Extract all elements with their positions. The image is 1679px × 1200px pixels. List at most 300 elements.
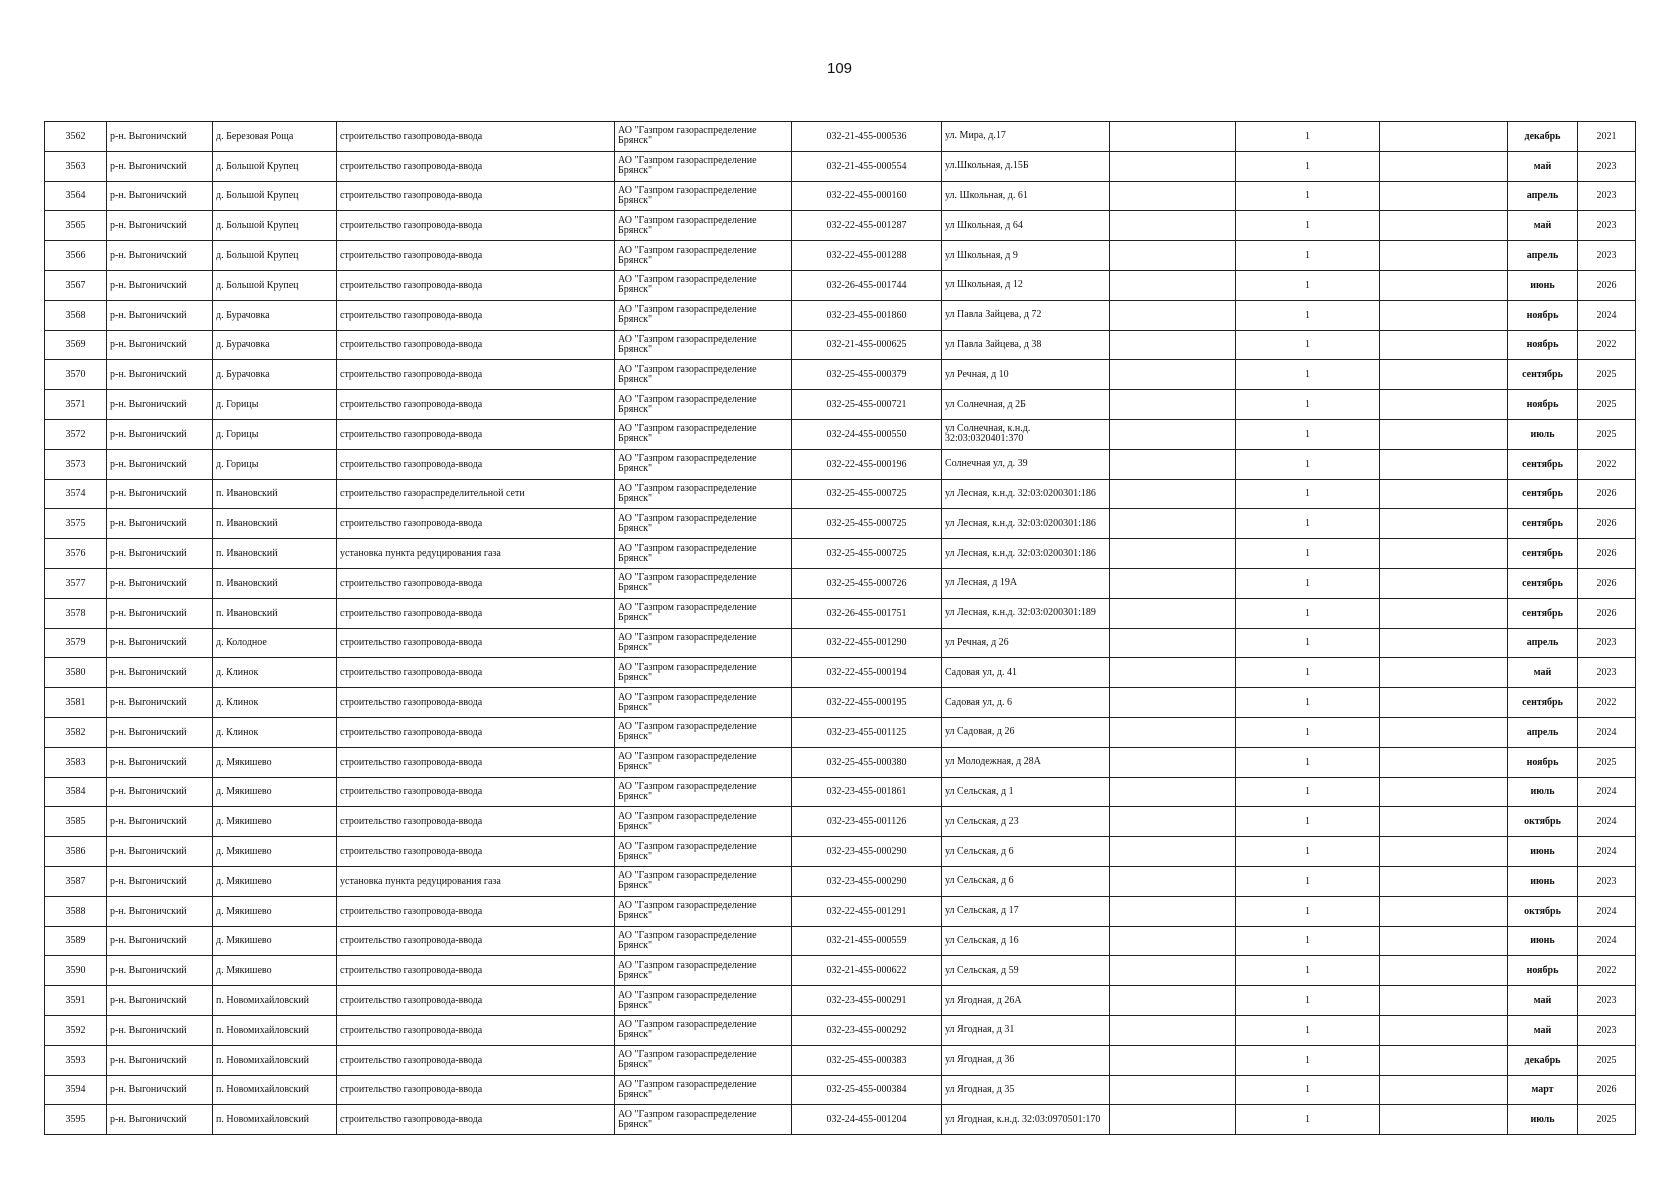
year: 2025 (1578, 747, 1636, 777)
district: р-н. Выгоничский (107, 122, 213, 152)
year: 2026 (1578, 270, 1636, 300)
work-type: строительство газопровода-ввода (337, 956, 615, 986)
address: ул Садовая, д 26 (942, 717, 1110, 747)
row-number: 3587 (45, 866, 107, 896)
settlement: д. Березовая Роща (213, 122, 337, 152)
address: ул Ягодная, д 31 (942, 1015, 1110, 1045)
address: ул Ягодная, д 26А (942, 986, 1110, 1016)
application-number: 032-21-455-000554 (792, 151, 942, 181)
district: р-н. Выгоничский (107, 211, 213, 241)
settlement: д. Большой Крупец (213, 211, 337, 241)
settlement: д. Горицы (213, 390, 337, 420)
quantity: 1 (1236, 241, 1380, 271)
quantity: 1 (1236, 688, 1380, 718)
table-row (45, 747, 1636, 777)
empty-cell (1380, 986, 1508, 1016)
quantity: 1 (1236, 717, 1380, 747)
row-number: 3585 (45, 807, 107, 837)
empty-cell (1380, 896, 1508, 926)
table-row (45, 688, 1636, 718)
organization: АО "Газпром газораспределение Брянск" (615, 986, 792, 1016)
table-row (45, 241, 1636, 271)
address: ул Солнечная, д 2Б (942, 390, 1110, 420)
district: р-н. Выгоничский (107, 747, 213, 777)
quantity: 1 (1236, 658, 1380, 688)
district: р-н. Выгоничский (107, 270, 213, 300)
address: ул Молодежная, д 28А (942, 747, 1110, 777)
table-row (45, 837, 1636, 867)
empty-cell (1380, 956, 1508, 986)
work-type: строительство газопровода-ввода (337, 568, 615, 598)
year: 2025 (1578, 1045, 1636, 1075)
organization: АО "Газпром газораспределение Брянск" (615, 896, 792, 926)
organization: АО "Газпром газораспределение Брянск" (615, 449, 792, 479)
quantity: 1 (1236, 568, 1380, 598)
empty-cell (1380, 509, 1508, 539)
district: р-н. Выгоничский (107, 151, 213, 181)
settlement: д. Бурачовка (213, 300, 337, 330)
row-number: 3576 (45, 539, 107, 569)
work-type: строительство газопровода-ввода (337, 270, 615, 300)
quantity: 1 (1236, 509, 1380, 539)
application-number: 032-21-455-000625 (792, 330, 942, 360)
empty-cell (1380, 1045, 1508, 1075)
empty-cell (1110, 837, 1236, 867)
work-type: строительство газопровода-ввода (337, 1075, 615, 1105)
table-row (45, 658, 1636, 688)
empty-cell (1110, 598, 1236, 628)
quantity: 1 (1236, 479, 1380, 509)
empty-cell (1110, 658, 1236, 688)
work-type: строительство газопровода-ввода (337, 211, 615, 241)
district: р-н. Выгоничский (107, 926, 213, 956)
year: 2022 (1578, 330, 1636, 360)
district: р-н. Выгоничский (107, 1105, 213, 1135)
empty-cell (1110, 509, 1236, 539)
empty-cell (1380, 658, 1508, 688)
row-number: 3574 (45, 479, 107, 509)
organization: АО "Газпром газораспределение Брянск" (615, 270, 792, 300)
empty-cell (1110, 866, 1236, 896)
row-number: 3579 (45, 628, 107, 658)
application-number: 032-22-455-000195 (792, 688, 942, 718)
table-row (45, 807, 1636, 837)
quantity: 1 (1236, 628, 1380, 658)
application-number: 032-26-455-001751 (792, 598, 942, 628)
empty-cell (1110, 449, 1236, 479)
application-number: 032-26-455-001744 (792, 270, 942, 300)
settlement: д. Большой Крупец (213, 270, 337, 300)
address: ул Сельская, д 59 (942, 956, 1110, 986)
work-type: строительство газопровода-ввода (337, 896, 615, 926)
empty-cell (1110, 1015, 1236, 1045)
district: р-н. Выгоничский (107, 807, 213, 837)
address: ул Сельская, д 6 (942, 837, 1110, 867)
district: р-н. Выгоничский (107, 449, 213, 479)
quantity: 1 (1236, 419, 1380, 449)
empty-cell (1110, 300, 1236, 330)
month: ноябрь (1508, 300, 1578, 330)
work-type: строительство газопровода-ввода (337, 986, 615, 1016)
district: р-н. Выгоничский (107, 330, 213, 360)
year: 2023 (1578, 181, 1636, 211)
district: р-н. Выгоничский (107, 628, 213, 658)
quantity: 1 (1236, 360, 1380, 390)
settlement: п. Новомихайловский (213, 1015, 337, 1045)
district: р-н. Выгоничский (107, 509, 213, 539)
row-number: 3575 (45, 509, 107, 539)
row-number: 3578 (45, 598, 107, 628)
quantity: 1 (1236, 807, 1380, 837)
address: ул Речная, д 10 (942, 360, 1110, 390)
empty-cell (1380, 598, 1508, 628)
row-number: 3577 (45, 568, 107, 598)
district: р-н. Выгоничский (107, 300, 213, 330)
application-number: 032-22-455-001287 (792, 211, 942, 241)
year: 2026 (1578, 509, 1636, 539)
row-number: 3582 (45, 717, 107, 747)
empty-cell (1380, 181, 1508, 211)
application-number: 032-23-455-000291 (792, 986, 942, 1016)
application-number: 032-23-455-001860 (792, 300, 942, 330)
address: ул Лесная, к.н.д. 32:03:0200301:189 (942, 598, 1110, 628)
empty-cell (1110, 1045, 1236, 1075)
month: апрель (1508, 181, 1578, 211)
empty-cell (1380, 241, 1508, 271)
quantity: 1 (1236, 151, 1380, 181)
row-number: 3590 (45, 956, 107, 986)
organization: АО "Газпром газораспределение Брянск" (615, 300, 792, 330)
application-number: 032-23-455-001125 (792, 717, 942, 747)
application-number: 032-23-455-000290 (792, 837, 942, 867)
address: ул Ягодная, к.н.д. 32:03:0970501:170 (942, 1105, 1110, 1135)
district: р-н. Выгоничский (107, 598, 213, 628)
table-row (45, 539, 1636, 569)
page-number: 109 (826, 60, 853, 77)
work-type: строительство газопровода-ввода (337, 598, 615, 628)
address: ул Сельская, д 16 (942, 926, 1110, 956)
row-number: 3581 (45, 688, 107, 718)
row-number: 3591 (45, 986, 107, 1016)
year: 2023 (1578, 211, 1636, 241)
table-row (45, 986, 1636, 1016)
settlement: д. Большой Крупец (213, 151, 337, 181)
year: 2021 (1578, 122, 1636, 152)
settlement: д. Мякишево (213, 896, 337, 926)
organization: АО "Газпром газораспределение Брянск" (615, 390, 792, 420)
empty-cell (1380, 151, 1508, 181)
address: ул Ягодная, д 35 (942, 1075, 1110, 1105)
month: май (1508, 151, 1578, 181)
address: ул Речная, д 26 (942, 628, 1110, 658)
month: ноябрь (1508, 390, 1578, 420)
year: 2026 (1578, 479, 1636, 509)
application-number: 032-22-455-001290 (792, 628, 942, 658)
organization: АО "Газпром газораспределение Брянск" (615, 509, 792, 539)
application-number: 032-23-455-001126 (792, 807, 942, 837)
organization: АО "Газпром газораспределение Брянск" (615, 628, 792, 658)
quantity: 1 (1236, 539, 1380, 569)
row-number: 3593 (45, 1045, 107, 1075)
empty-cell (1380, 479, 1508, 509)
settlement: д. Горицы (213, 449, 337, 479)
address: ул Павла Зайцева, д 72 (942, 300, 1110, 330)
year: 2025 (1578, 419, 1636, 449)
empty-cell (1380, 568, 1508, 598)
table-row (45, 509, 1636, 539)
month: декабрь (1508, 122, 1578, 152)
month: сентябрь (1508, 449, 1578, 479)
row-number: 3567 (45, 270, 107, 300)
application-number: 032-25-455-000383 (792, 1045, 942, 1075)
application-number: 032-25-455-000384 (792, 1075, 942, 1105)
year: 2026 (1578, 1075, 1636, 1105)
year: 2023 (1578, 658, 1636, 688)
empty-cell (1380, 688, 1508, 718)
row-number: 3573 (45, 449, 107, 479)
empty-cell (1380, 449, 1508, 479)
row-number: 3592 (45, 1015, 107, 1045)
application-number: 032-23-455-000290 (792, 866, 942, 896)
month: май (1508, 211, 1578, 241)
month: июнь (1508, 866, 1578, 896)
settlement: д. Бурачовка (213, 360, 337, 390)
empty-cell (1380, 866, 1508, 896)
application-number: 032-25-455-000721 (792, 390, 942, 420)
organization: АО "Газпром газораспределение Брянск" (615, 747, 792, 777)
empty-cell (1380, 300, 1508, 330)
row-number: 3571 (45, 390, 107, 420)
row-number: 3565 (45, 211, 107, 241)
application-number: 032-25-455-000725 (792, 539, 942, 569)
settlement: п. Ивановский (213, 568, 337, 598)
work-type: строительство газопровода-ввода (337, 181, 615, 211)
table-row (45, 449, 1636, 479)
settlement: п. Ивановский (213, 598, 337, 628)
year: 2026 (1578, 598, 1636, 628)
organization: АО "Газпром газораспределение Брянск" (615, 241, 792, 271)
year: 2024 (1578, 300, 1636, 330)
district: р-н. Выгоничский (107, 837, 213, 867)
organization: АО "Газпром газораспределение Брянск" (615, 419, 792, 449)
quantity: 1 (1236, 747, 1380, 777)
row-number: 3570 (45, 360, 107, 390)
organization: АО "Газпром газораспределение Брянск" (615, 777, 792, 807)
application-number: 032-21-455-000622 (792, 956, 942, 986)
settlement: д. Мякишево (213, 747, 337, 777)
year: 2023 (1578, 628, 1636, 658)
address: ул Павла Зайцева, д 38 (942, 330, 1110, 360)
table-row (45, 717, 1636, 747)
year: 2023 (1578, 1015, 1636, 1045)
settlement: п. Новомихайловский (213, 1075, 337, 1105)
work-type: строительство газопровода-ввода (337, 300, 615, 330)
quantity: 1 (1236, 598, 1380, 628)
table-row (45, 390, 1636, 420)
table-body (45, 122, 1636, 1135)
application-number: 032-21-455-000559 (792, 926, 942, 956)
district: р-н. Выгоничский (107, 896, 213, 926)
row-number: 3583 (45, 747, 107, 777)
application-number: 032-22-455-000196 (792, 449, 942, 479)
application-number: 032-23-455-001861 (792, 777, 942, 807)
work-type: строительство газопровода-ввода (337, 1105, 615, 1135)
organization: АО "Газпром газораспределение Брянск" (615, 717, 792, 747)
application-number: 032-25-455-000725 (792, 509, 942, 539)
year: 2024 (1578, 807, 1636, 837)
work-type: строительство газопровода-ввода (337, 777, 615, 807)
row-number: 3569 (45, 330, 107, 360)
empty-cell (1110, 568, 1236, 598)
settlement: д. Большой Крупец (213, 181, 337, 211)
row-number: 3586 (45, 837, 107, 867)
settlement: д. Клинок (213, 717, 337, 747)
table-row (45, 1015, 1636, 1045)
empty-cell (1110, 151, 1236, 181)
work-type: строительство газопровода-ввода (337, 449, 615, 479)
empty-cell (1380, 1015, 1508, 1045)
district: р-н. Выгоничский (107, 1015, 213, 1045)
month: май (1508, 658, 1578, 688)
settlement: п. Новомихайловский (213, 1105, 337, 1135)
empty-cell (1110, 926, 1236, 956)
empty-cell (1110, 807, 1236, 837)
empty-cell (1110, 1105, 1236, 1135)
address: ул Сельская, д 6 (942, 866, 1110, 896)
work-type: строительство газопровода-ввода (337, 837, 615, 867)
table-row (45, 181, 1636, 211)
district: р-н. Выгоничский (107, 390, 213, 420)
year: 2024 (1578, 896, 1636, 926)
organization: АО "Газпром газораспределение Брянск" (615, 956, 792, 986)
work-type: строительство газопровода-ввода (337, 717, 615, 747)
table-row (45, 360, 1636, 390)
quantity: 1 (1236, 866, 1380, 896)
work-type: строительство газопровода-ввода (337, 390, 615, 420)
table-row (45, 598, 1636, 628)
month: июнь (1508, 926, 1578, 956)
month: декабрь (1508, 1045, 1578, 1075)
year: 2022 (1578, 688, 1636, 718)
row-number: 3588 (45, 896, 107, 926)
quantity: 1 (1236, 1075, 1380, 1105)
settlement: п. Новомихайловский (213, 986, 337, 1016)
empty-cell (1380, 747, 1508, 777)
empty-cell (1110, 747, 1236, 777)
organization: АО "Газпром газораспределение Брянск" (615, 181, 792, 211)
work-type: строительство газопровода-ввода (337, 419, 615, 449)
settlement: п. Ивановский (213, 509, 337, 539)
quantity: 1 (1236, 1105, 1380, 1135)
empty-cell (1380, 270, 1508, 300)
empty-cell (1380, 211, 1508, 241)
table-row (45, 211, 1636, 241)
organization: АО "Газпром газораспределение Брянск" (615, 598, 792, 628)
quantity: 1 (1236, 122, 1380, 152)
month: июнь (1508, 270, 1578, 300)
district: р-н. Выгоничский (107, 419, 213, 449)
organization: АО "Газпром газораспределение Брянск" (615, 688, 792, 718)
address: ул Сельская, д 17 (942, 896, 1110, 926)
year: 2023 (1578, 866, 1636, 896)
address: Солнечная ул, д. 39 (942, 449, 1110, 479)
empty-cell (1380, 837, 1508, 867)
month: март (1508, 1075, 1578, 1105)
quantity: 1 (1236, 1015, 1380, 1045)
district: р-н. Выгоничский (107, 956, 213, 986)
row-number: 3562 (45, 122, 107, 152)
organization: АО "Газпром газораспределение Брянск" (615, 866, 792, 896)
address: ул Лесная, к.н.д. 32:03:0200301:186 (942, 509, 1110, 539)
empty-cell (1110, 986, 1236, 1016)
organization: АО "Газпром газораспределение Брянск" (615, 360, 792, 390)
address: Садовая ул, д. 41 (942, 658, 1110, 688)
month: сентябрь (1508, 688, 1578, 718)
organization: АО "Газпром газораспределение Брянск" (615, 211, 792, 241)
table-row (45, 1075, 1636, 1105)
empty-cell (1380, 807, 1508, 837)
quantity: 1 (1236, 300, 1380, 330)
row-number: 3563 (45, 151, 107, 181)
work-type: строительство газопровода-ввода (337, 151, 615, 181)
district: р-н. Выгоничский (107, 1045, 213, 1075)
month: май (1508, 986, 1578, 1016)
empty-cell (1110, 896, 1236, 926)
table-row (45, 1045, 1636, 1075)
year: 2025 (1578, 1105, 1636, 1135)
empty-cell (1380, 926, 1508, 956)
address: ул Школьная, д 64 (942, 211, 1110, 241)
month: июль (1508, 419, 1578, 449)
quantity: 1 (1236, 330, 1380, 360)
table-row (45, 122, 1636, 152)
empty-cell (1110, 1075, 1236, 1105)
address: ул Ягодная, д 36 (942, 1045, 1110, 1075)
organization: АО "Газпром газораспределение Брянск" (615, 1105, 792, 1135)
work-type: строительство газопровода-ввода (337, 747, 615, 777)
address: ул. Мира, д.17 (942, 122, 1110, 152)
empty-cell (1380, 122, 1508, 152)
empty-cell (1380, 628, 1508, 658)
address: ул Солнечная, к.н.д. 32:03:0320401:370 (942, 419, 1110, 449)
work-type: строительство газопровода-ввода (337, 241, 615, 271)
organization: АО "Газпром газораспределение Брянск" (615, 926, 792, 956)
empty-cell (1110, 419, 1236, 449)
month: июль (1508, 1105, 1578, 1135)
work-type: строительство газопровода-ввода (337, 509, 615, 539)
organization: АО "Газпром газораспределение Брянск" (615, 479, 792, 509)
month: ноябрь (1508, 330, 1578, 360)
month: июнь (1508, 837, 1578, 867)
row-number: 3580 (45, 658, 107, 688)
settlement: д. Мякишево (213, 956, 337, 986)
year: 2026 (1578, 539, 1636, 569)
empty-cell (1110, 330, 1236, 360)
organization: АО "Газпром газораспределение Брянск" (615, 539, 792, 569)
row-number: 3595 (45, 1105, 107, 1135)
application-number: 032-25-455-000725 (792, 479, 942, 509)
settlement: д. Клинок (213, 688, 337, 718)
empty-cell (1110, 628, 1236, 658)
year: 2024 (1578, 777, 1636, 807)
work-type: строительство газопровода-ввода (337, 360, 615, 390)
quantity: 1 (1236, 986, 1380, 1016)
year: 2024 (1578, 837, 1636, 867)
row-number: 3566 (45, 241, 107, 271)
organization: АО "Газпром газораспределение Брянск" (615, 1075, 792, 1105)
quantity: 1 (1236, 211, 1380, 241)
settlement: д. Бурачовка (213, 330, 337, 360)
